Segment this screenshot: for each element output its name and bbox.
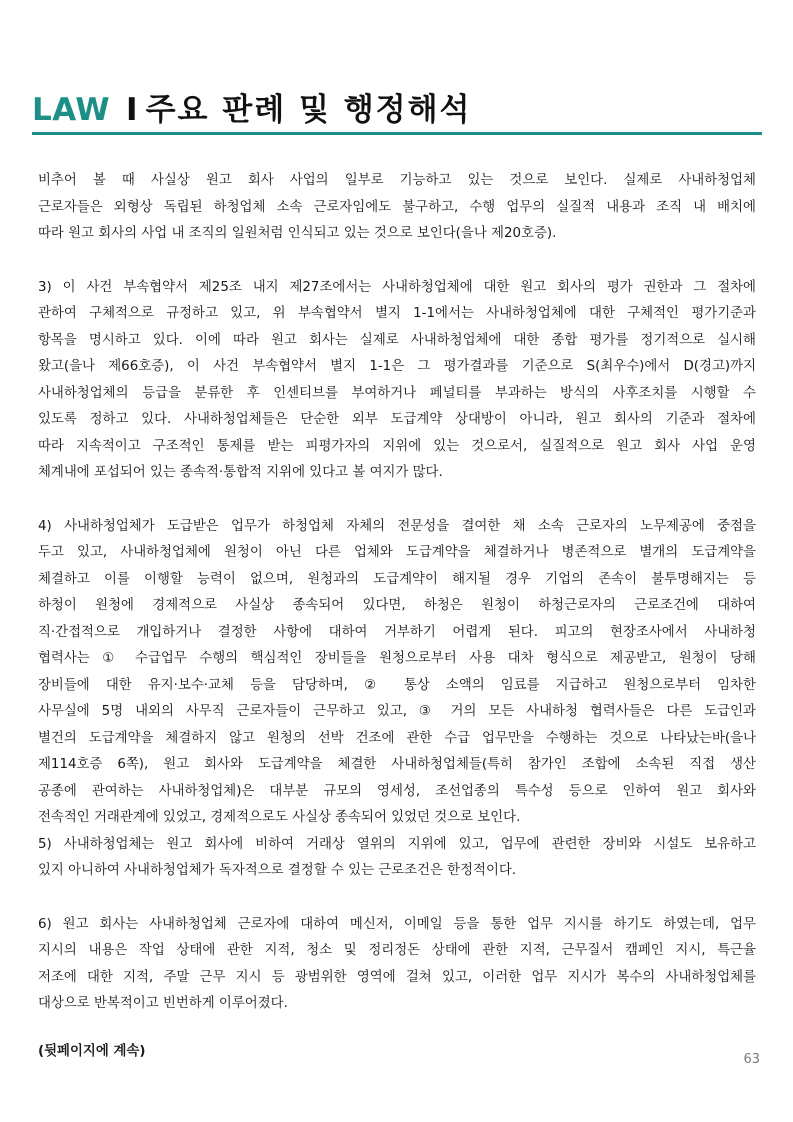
paragraph-4 [38,514,756,832]
paragraph-6 [38,912,756,1018]
text-line: 따라 지속적이고 구조적인 통제를 받는 피평가자의 지위에 있는 것으로서, 실질적으로 원고 회사 사업 운영 [38,438,756,454]
text-line: 6) 원고 회사는 사내하청업체 근로자에 대하여 메신저, 이메일 등을 통한 업무 지시를 하기도 하였는데, 업무 [38,916,756,932]
text-line: 별건의 도급계약을 체결하지 않고 원청의 선박 건조에 관한 수급 업무만을 수행하는 것으로 나타났는바(을나 [38,730,756,746]
text-line: 체계내에 포섭되어 있는 종속적·통합적 지위에 있다고 볼 여지가 많다. [38,465,443,480]
text-line: 하청이 원청에 경제적으로 사실상 종속되어 있다면, 하청은 원청이 하청근로자의 근로조건에 대하여 [38,598,756,613]
text-line: 체결하고 이를 이행할 능력이 없으며, 원청과의 도급계약이 해지될 경우 기업의 존속이 불투명해지는 등 [38,571,756,587]
header-divider [32,132,762,135]
text-line: 공종에 관여하는 사내하청업체)은 대부분 규모의 영세성, 조선업종의 특수성 등으로 인하여 원고 회사와 [38,783,756,799]
text-line: 제114호증 6쪽), 원고 회사와 도급계약을 체결한 사내하청업체들(특히 참가인 조합에 소속된 직접 생산 [38,757,756,772]
text-line: 4) 사내하청업체가 도급받은 업무가 하청업체 자체의 전문성을 결여한 채 소속 근로자의 노무제공에 중점을 [38,518,756,534]
text-line: 두고 있고, 사내하청업체에 원청이 아닌 다른 업체와 도급계약을 체결하거나 병존적으로 별개의 도급계약을 [38,545,756,560]
text-line: 저조에 대한 지적, 주말 근무 지시 등 광범위한 영역에 걸쳐 있고, 이러한 업무 지시가 복수의 사내하청업체를 [38,969,756,985]
text-line: 대상으로 반복적이고 빈번하게 이루어졌다. [38,996,288,1011]
text-line: 비추어 볼 때 사실상 원고 회사 사업의 일부로 기능하고 있는 것으로 보인다. 실제로 사내하청업체 [38,173,756,188]
text-line: 사무실에 5명 내외의 사무직 근로자들이 근무하고 있고, ③ 거의 모든 사내하청 협력사들은 다른 도급인과 [38,704,756,719]
text-line: 3) 이 사건 부속협약서 제25조 내지 제27조에서는 사내하청업체에 대한 원고 회사의 평가 권한과 그 절차에 [38,279,756,295]
text-line: 협력사는 ① 수급업무 수행의 핵심적인 장비들을 원청으로부터 사용 대차 형식으로 제공받고, 원청이 당해 [38,651,756,666]
section-label-law: LAW [32,92,111,128]
text-line: 있지 아니하여 사내하청업체가 독자적으로 결정할 수 있는 근로조건은 한정적이다. [38,863,517,878]
text-line: 왔고(을나 제66호증), 이 사건 부속협약서 별지 1-1은 그 평가결과를 기준으로 S(최우수)에서 D(경고)까지 [38,359,756,374]
document-body [38,168,756,1018]
text-line: 직·간접적으로 개입하거나 결정한 사항에 대하여 거부하기 어렵게 된다. 피고의 현장조사에서 사내하청 [38,624,756,640]
paragraph-3 [38,275,756,487]
continued-note: (뒷페이지에 계속) [38,1044,146,1059]
page-number: 63 [743,1052,760,1067]
text-line: 있도록 정하고 있다. 사내하청업체들은 단순한 외부 도급계약 상대방이 아니라, 원고 회사의 기준과 절차에 [38,412,756,427]
text-line: 지시의 내용은 작업 상태에 관한 지적, 청소 및 정리정돈 상태에 관한 지적, 근무질서 캠페인 지시, 특근율 [38,943,756,958]
text-line: 전속적인 거래관계에 있었고, 경제적으로도 사실상 종속되어 있었던 것으로 보인다. [38,810,521,825]
text-line: 장비들에 대한 유지·보수·교체 등을 담당하며, ② 통상 소액의 임료를 지급하고 원청으로부터 임차한 [38,677,756,693]
page-title: 주요 판례 및 행정해석 [145,92,472,128]
text-line: 5) 사내하청업체는 원고 회사에 비하여 거래상 열위의 지위에 있고, 업무에 관련한 장비와 시설도 보유하고 [38,836,756,852]
text-line: 사내하청업체의 등급을 분류한 후 인센티브를 부여하거나 페널티를 부과하는 방식의 사후조치를 시행할 수 [38,385,756,401]
page-header [32,84,762,128]
text-line: 따라 원고 회사의 사업 내 조직의 일원처럼 인식되고 있는 것으로 보인다(을나 제20호증). [38,226,557,241]
header-separator: I [126,92,138,128]
paragraph-intro [38,168,756,248]
text-line: 항목을 명시하고 있다. 이에 따라 원고 회사는 실제로 사내하청업체에 대한 종합 평가를 정기적으로 실시해 [38,332,756,348]
paragraph-5 [38,832,756,885]
text-line: 근로자들은 외형상 독립된 하청업체 소속 근로자임에도 불구하고, 수행 업무의 실질적 내용과 조직 내 배치에 [38,199,756,215]
text-line: 관하여 구체적으로 규정하고 있고, 위 부속협약서 별지 1-1에서는 사내하청업체에 대한 구체적인 평가기준과 [38,306,756,321]
